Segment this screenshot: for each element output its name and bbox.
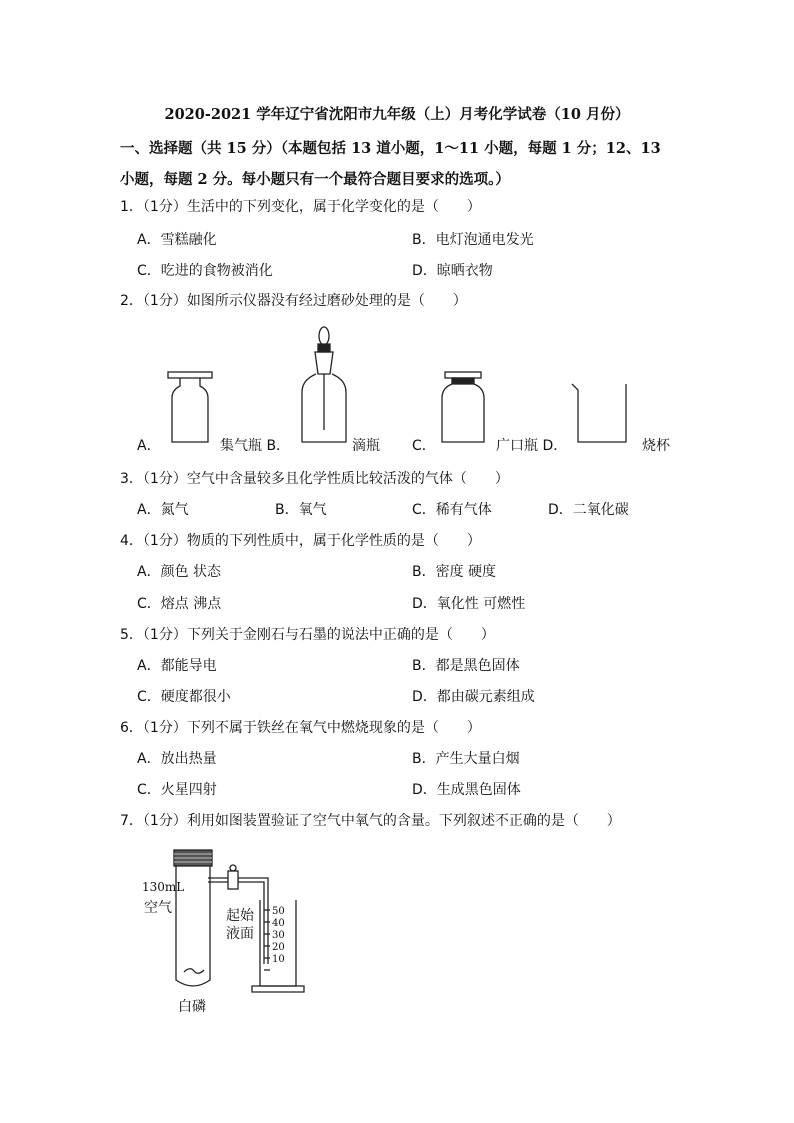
tick-20: 20 <box>272 942 285 953</box>
question-3-option-b[interactable]: B．氧气 <box>275 502 327 518</box>
rubber-stopper-icon <box>174 850 212 866</box>
tick-30: 30 <box>272 930 285 941</box>
question-2-label-beaker: 烧杯 <box>642 438 670 454</box>
page-title: 2020-2021 学年辽宁省沈阳市九年级（上）月考化学试卷（10 月份） <box>164 106 630 123</box>
tick-50: 50 <box>272 906 285 917</box>
gas-bottle-icon <box>168 372 212 442</box>
question-1-stem: 1．（1分）生活中的下列变化，属于化学变化的是（ ） <box>120 199 481 215</box>
phosphorus-label: 白磷 <box>178 999 206 1015</box>
start-level-label-2: 液面 <box>226 926 254 942</box>
question-5-stem: 5．（1分）下列关于金刚石与石墨的说法中正确的是（ ） <box>120 627 495 643</box>
question-5-option-d[interactable]: D．都由碳元素组成 <box>412 689 535 705</box>
section-heading: 一、选择题（共 15 分）（本题包括 13 道小题，1～11 小题，每题 1 分；12、13 小题，每题 2 分。每小题只有一个最符合题目要求的选项。） <box>120 140 661 188</box>
tick-40: 40 <box>272 918 285 929</box>
question-3-stem: 3．（1分）空气中含量较多且化学性质比较活泼的气体（ ） <box>120 471 509 487</box>
question-4-option-c[interactable]: C．熔点 沸点 <box>137 596 222 612</box>
question-1-option-c[interactable]: C．吃进的食物被消化 <box>137 263 273 279</box>
question-1-option-a[interactable]: A．雪糕融化 <box>137 232 217 248</box>
question-6-option-a[interactable]: A．放出热量 <box>137 751 217 767</box>
start-level-label-1: 起始 <box>226 908 254 924</box>
question-3-option-c[interactable]: C．稀有气体 <box>412 502 492 518</box>
wide-mouth-bottle-icon <box>442 372 484 442</box>
question-3-option-d[interactable]: D．二氧化碳 <box>548 502 629 518</box>
question-5-option-b[interactable]: B．都是黑色固体 <box>412 658 520 674</box>
question-1-option-d[interactable]: D．晾晒衣物 <box>412 263 493 279</box>
question-4-option-a[interactable]: A．颜色 状态 <box>137 564 222 580</box>
question-6-stem: 6．（1分）下列不属于铁丝在氧气中燃烧现象的是（ ） <box>120 720 481 736</box>
question-2-stem: 2．（1分）如图所示仪器没有经过磨砂处理的是（ ） <box>120 293 467 309</box>
air-volume-label: 130mL <box>142 880 185 894</box>
question-6-option-d[interactable]: D．生成黑色固体 <box>412 782 521 798</box>
question-3-option-a[interactable]: A．氮气 <box>137 502 189 518</box>
question-5-option-c[interactable]: C．硬度都很小 <box>137 689 231 705</box>
question-4-option-d[interactable]: D．氧化性 可燃性 <box>412 596 526 612</box>
question-2-label-dropper-bottle: 滴瓶 <box>352 438 380 454</box>
question-6-option-b[interactable]: B．产生大量白烟 <box>412 751 520 767</box>
question-1-option-b[interactable]: B．电灯泡通电发光 <box>412 232 534 248</box>
question-6-option-c[interactable]: C．火星四射 <box>137 782 217 798</box>
question-2-option-a[interactable]: A． <box>137 438 161 454</box>
white-phosphorus-icon <box>184 969 204 974</box>
question-4-option-b[interactable]: B．密度 硬度 <box>412 564 497 580</box>
tick-10: 10 <box>272 954 285 965</box>
dropper-bottle-icon <box>302 327 346 442</box>
question-2-option-c[interactable]: C． <box>412 438 436 454</box>
question-2-figure <box>120 320 680 450</box>
question-7-apparatus <box>120 840 320 1000</box>
air-label: 空气 <box>144 900 172 916</box>
question-7-stem: 7．（1分）利用如图装置验证了空气中氧气的含量。下列叙述不正确的是（ ） <box>120 813 621 829</box>
clamp-icon <box>228 865 238 889</box>
question-2-label-gas-bottle[interactable]: 集气瓶 B． <box>220 438 291 454</box>
question-5-option-a[interactable]: A．都能导电 <box>137 658 217 674</box>
question-2-label-wide-bottle[interactable]: 广口瓶 D． <box>496 438 568 454</box>
question-4-stem: 4．（1分）物质的下列性质中，属于化学性质的是（ ） <box>120 533 481 549</box>
beaker-icon <box>572 384 626 442</box>
